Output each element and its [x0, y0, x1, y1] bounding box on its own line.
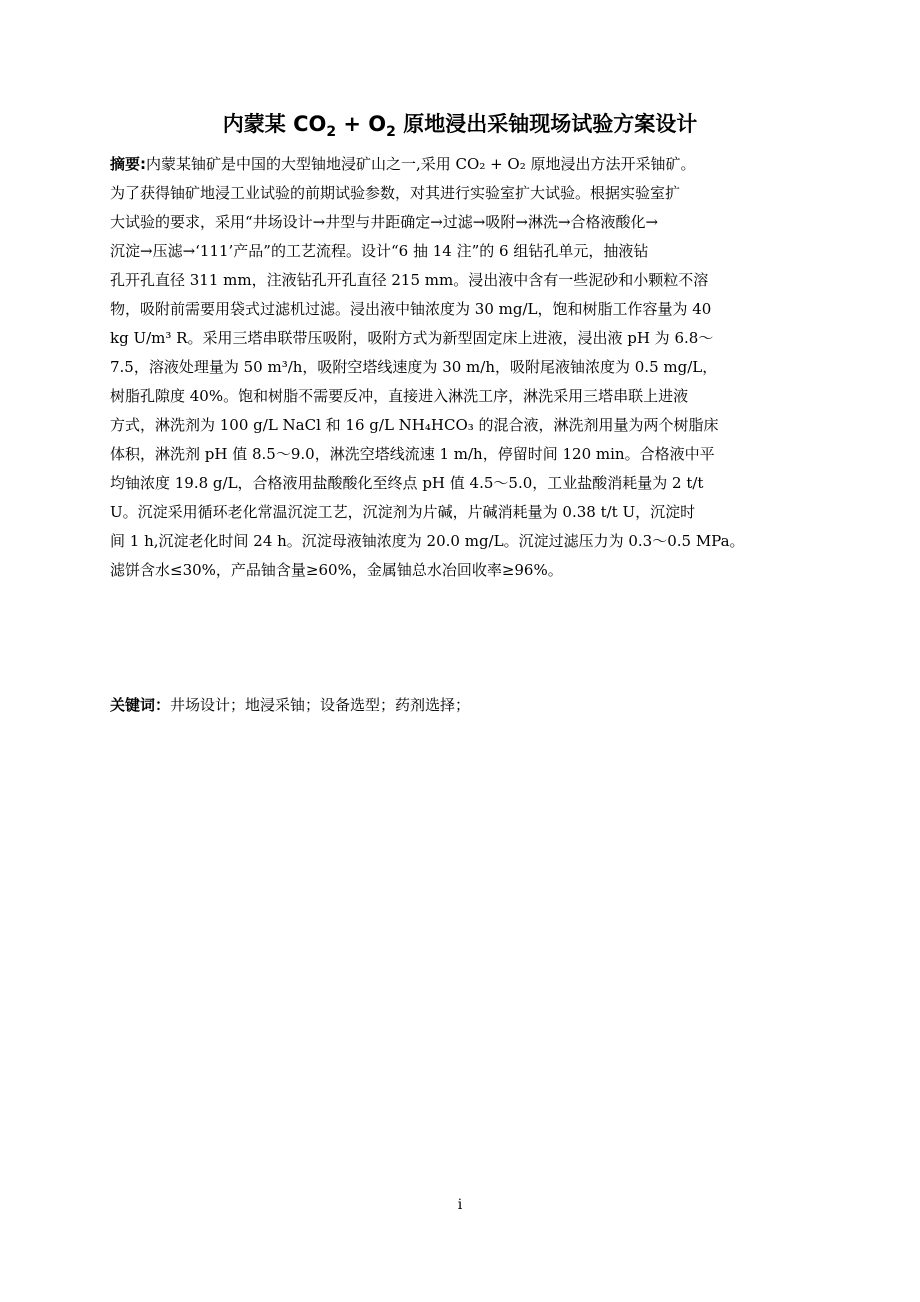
title-subscript-o2: 2: [386, 124, 396, 140]
abstract-line: 为了获得铀矿地浸工业试验的前期试验参数，对其进行实验室扩大试验。根据实验室扩: [110, 184, 681, 202]
abstract-line-text: 内蒙某铀矿是中国的大型铀地浸矿山之一,采用 CO₂ + O₂ 原地浸出方法开采铀矿。: [146, 155, 696, 173]
keywords-text: 井场设计；地浸采铀；设备选型；药剂选择；: [170, 696, 471, 714]
abstract-line: 树脂孔隙度 40%。饱和树脂不需要反冲，直接进入淋洗工序，淋洗采用三塔串联上进液: [110, 387, 689, 405]
title-suffix: 原地浸出采铀现场试验方案设计: [395, 112, 698, 136]
abstract-line: 物，吸附前需要用袋式过滤机过滤。浸出液中铀浓度为 30 mg/L，饱和树脂工作容量为 40: [110, 300, 712, 318]
abstract-line: U。沉淀采用循环老化常温沉淀工艺，沉淀剂为片碱，片碱消耗量为 0.38 t/t U，沉淀时: [110, 503, 696, 521]
abstract-line: 大试验的要求，采用“井场设计→井型与井距确定→过滤→吸附→淋洗→合格液酸化→: [110, 213, 659, 231]
title-mid: + O: [336, 112, 387, 136]
abstract-line: 方式，淋洗剂为 100 g/L NaCl 和 16 g/L NH₄HCO₃ 的混合液，淋洗剂用量为两个树脂床: [110, 416, 719, 434]
abstract-label: 摘要:: [110, 155, 146, 173]
abstract-line: 7.5，溶液处理量为 50 m³/h，吸附空塔线速度为 30 m/h，吸附尾液铀浓度为 0.5 mg/L，: [110, 358, 718, 376]
abstract-line: [110, 150, 830, 179]
document-title: [110, 106, 810, 145]
abstract-line: 体积，淋洗剂 pH 值 8.5～9.0，淋洗空塔线流速 1 m/h，停留时间 120 min。合格液中平: [110, 445, 715, 463]
abstract-line: 滤饼含水≤30%，产品铀含量≥60%，金属铀总水冶回收率≥96%。: [110, 561, 563, 579]
abstract-line: 孔开孔直径 311 mm，注液钻孔开孔直径 215 mm。浸出液中含有一些泥砂和小颗粒不溶: [110, 271, 709, 289]
page-number: i: [457, 1197, 463, 1213]
abstract-line: 沉淀→压滤→‘111’产品”的工艺流程。设计“6 抽 14 注”的 6 组钻孔单元，抽液钻: [110, 242, 649, 260]
keywords-line: [110, 691, 830, 720]
abstract-line: kg U/m³ R。采用三塔串联带压吸附，吸附方式为新型固定床上进液，浸出液 pH 为 6.8～: [110, 329, 714, 347]
abstract-paragraph: [110, 150, 830, 585]
keywords-label: 关键词：: [110, 696, 171, 714]
title-prefix: 内蒙某 CO: [222, 112, 327, 136]
abstract-line: 间 1 h,沉淀老化时间 24 h。沉淀母液铀浓度为 20.0 mg/L。沉淀过滤压力为 0.3～0.5 MPa。: [110, 532, 745, 550]
title-subscript-co2: 2: [326, 124, 337, 140]
abstract-line: 均铀浓度 19.8 g/L，合格液用盐酸酸化至终点 pH 值 4.5～5.0，工业盐酸消耗量为 2 t/t: [110, 474, 704, 492]
